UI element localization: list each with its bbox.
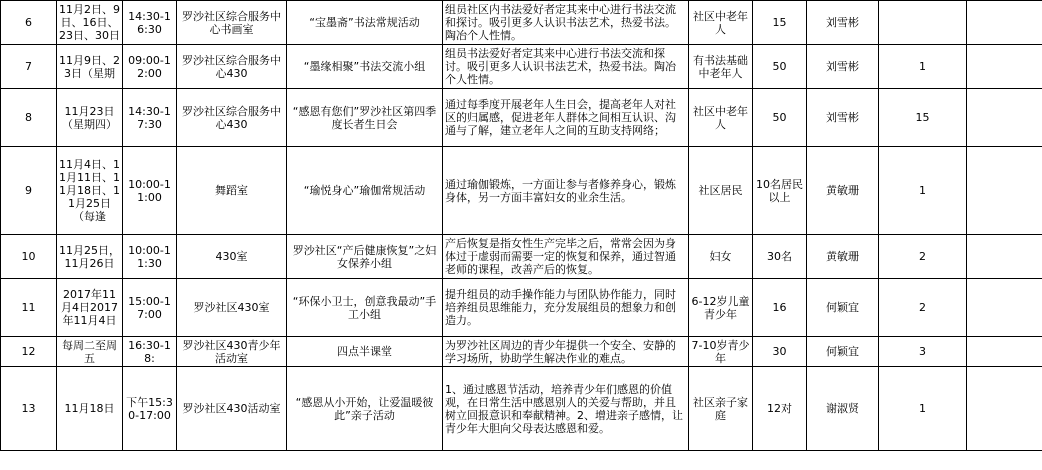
activity-name-cell: “感恩从小开始，让爱温暖彼此”亲子活动 xyxy=(287,367,443,451)
empty-cell xyxy=(967,89,1042,147)
row-number-cell: 8 xyxy=(1,89,57,147)
description-cell: 组员社区内书法爱好者定其来中心进行书法交流和探讨。吸引更多人认识书法艺术，热爱书法。陶冶个人性情。 xyxy=(443,1,689,45)
target-group-cell: 6-12岁儿童青少年 xyxy=(689,279,753,337)
time-cell: 10:00-11:30 xyxy=(123,235,177,279)
row-number-cell: 6 xyxy=(1,1,57,45)
empty-cell xyxy=(967,45,1042,89)
sessions-cell xyxy=(879,1,967,45)
place-cell: 罗沙社区综合服务中心430 xyxy=(177,89,287,147)
date-cell: 2017年11月4日2017年11月4日 xyxy=(57,279,123,337)
place-cell: 罗沙社区综合服务中心书画室 xyxy=(177,1,287,45)
place-cell: 罗沙社区综合服务中心430 xyxy=(177,45,287,89)
activity-name-cell: “瑜悦身心”瑜伽常规活动 xyxy=(287,147,443,235)
target-group-cell: 7-10岁青少年 xyxy=(689,337,753,367)
table-row xyxy=(1,367,1042,451)
target-group-cell: 社区亲子家庭 xyxy=(689,367,753,451)
description-cell: 通过瑜伽锻炼，一方面让参与者修养身心，锻炼身体，另一方面丰富妇女的业余生活。 xyxy=(443,147,689,235)
place-cell: 罗沙社区430青少年活动室 xyxy=(177,337,287,367)
empty-cell xyxy=(967,235,1042,279)
date-cell: 11月2日、9日、16日、23日、30日 xyxy=(57,1,123,45)
table-row xyxy=(1,279,1042,337)
time-cell: 15:00-17:00 xyxy=(123,279,177,337)
participant-count-cell: 30名 xyxy=(753,235,807,279)
table-row xyxy=(1,235,1042,279)
staff-cell: 刘雪彬 xyxy=(807,1,879,45)
date-cell: 11月4日、11月11日、11月18日、11月25日（每逢 xyxy=(57,147,123,235)
target-group-cell: 有书法基础中老年人 xyxy=(689,45,753,89)
activity-name-cell: 罗沙社区“产后健康恢复”之妇女保养小组 xyxy=(287,235,443,279)
sessions-cell: 15 xyxy=(879,89,967,147)
row-number-cell: 12 xyxy=(1,337,57,367)
description-cell: 通过每季度开展老年人生日会，提高老年人对社区的归属感，促进老年人群体之间相互认识、沟通与了解，建立老年人之间的互助支持网络； xyxy=(443,89,689,147)
time-cell: 10:00-11:00 xyxy=(123,147,177,235)
time-cell: 14:30-16:30 xyxy=(123,1,177,45)
empty-cell xyxy=(967,367,1042,451)
staff-cell: 何颖宜 xyxy=(807,279,879,337)
participant-count-cell: 12对 xyxy=(753,367,807,451)
row-number-cell: 11 xyxy=(1,279,57,337)
staff-cell: 谢淑贤 xyxy=(807,367,879,451)
sessions-cell: 1 xyxy=(879,367,967,451)
description-cell: 提升组员的动手操作能力与团队协作能力，同时培养组员思维能力，充分发展组员的想象力和创造力。 xyxy=(443,279,689,337)
sessions-cell: 3 xyxy=(879,337,967,367)
empty-cell xyxy=(967,337,1042,367)
table-row xyxy=(1,45,1042,89)
target-group-cell: 妇女 xyxy=(689,235,753,279)
row-number-cell: 7 xyxy=(1,45,57,89)
participant-count-cell: 15 xyxy=(753,1,807,45)
time-cell: 14:30-17:30 xyxy=(123,89,177,147)
date-cell: 11月25日，11月26日 xyxy=(57,235,123,279)
activity-name-cell: “感恩有您们”罗沙社区第四季度长者生日会 xyxy=(287,89,443,147)
date-cell: 11月9日、23日（星期 xyxy=(57,45,123,89)
table-row xyxy=(1,1,1042,45)
empty-cell xyxy=(967,279,1042,337)
target-group-cell: 社区中老年人 xyxy=(689,89,753,147)
place-cell: 舞蹈室 xyxy=(177,147,287,235)
table-row xyxy=(1,89,1042,147)
activity-name-cell: “宝墨斋”书法常规活动 xyxy=(287,1,443,45)
sessions-cell: 2 xyxy=(879,235,967,279)
staff-cell: 何颖宜 xyxy=(807,337,879,367)
time-cell: 16:30-18: xyxy=(123,337,177,367)
description-cell: 1、通过感恩节活动，培养青少年们感恩的价值观，在日常生活中感恩别人的关爱与帮助，并且树立回报意识和奉献精神。2、增进亲子感情，让青少年大胆向父母表达感恩和爱。 xyxy=(443,367,689,451)
sessions-cell: 1 xyxy=(879,147,967,235)
table-row xyxy=(1,337,1042,367)
row-number-cell: 10 xyxy=(1,235,57,279)
staff-cell: 刘雪彬 xyxy=(807,89,879,147)
participant-count-cell: 10名居民以上 xyxy=(753,147,807,235)
date-cell: 11月23日（星期四） xyxy=(57,89,123,147)
staff-cell: 黄敏珊 xyxy=(807,147,879,235)
staff-cell: 黄敏珊 xyxy=(807,235,879,279)
empty-cell xyxy=(967,147,1042,235)
time-cell: 下午15:30-17:00 xyxy=(123,367,177,451)
table-row xyxy=(1,147,1042,235)
target-group-cell: 社区居民 xyxy=(689,147,753,235)
sessions-cell: 1 xyxy=(879,45,967,89)
description-cell: 组员书法爱好者定其来中心进行书法交流和探讨。吸引更多人认识书法艺术，热爱书法。陶冶个人性情。 xyxy=(443,45,689,89)
activity-name-cell: “环保小卫士，创意我最动”手工小组 xyxy=(287,279,443,337)
empty-cell xyxy=(967,1,1042,45)
table-body xyxy=(1,1,1042,451)
participant-count-cell: 50 xyxy=(753,45,807,89)
time-cell: 09:00-12:00 xyxy=(123,45,177,89)
activity-name-cell: “墨缘相聚”书法交流小组 xyxy=(287,45,443,89)
participant-count-cell: 30 xyxy=(753,337,807,367)
description-cell: 为罗沙社区周边的青少年提供一个安全、安静的学习场所，协助学生解决作业的难点。 xyxy=(443,337,689,367)
target-group-cell: 社区中老年人 xyxy=(689,1,753,45)
participant-count-cell: 16 xyxy=(753,279,807,337)
sessions-cell: 2 xyxy=(879,279,967,337)
place-cell: 罗沙社区430活动室 xyxy=(177,367,287,451)
participant-count-cell: 50 xyxy=(753,89,807,147)
date-cell: 11月18日 xyxy=(57,367,123,451)
row-number-cell: 9 xyxy=(1,147,57,235)
staff-cell: 刘雪彬 xyxy=(807,45,879,89)
date-cell: 每周二至周五 xyxy=(57,337,123,367)
row-number-cell: 13 xyxy=(1,367,57,451)
place-cell: 430室 xyxy=(177,235,287,279)
activity-name-cell: 四点半课堂 xyxy=(287,337,443,367)
place-cell: 罗沙社区430室 xyxy=(177,279,287,337)
description-cell: 产后恢复是指女性生产完毕之后，常常会因为身体过于虚弱而需要一定的恢复和保养，通过智通老师的课程，改善产后的恢复。 xyxy=(443,235,689,279)
